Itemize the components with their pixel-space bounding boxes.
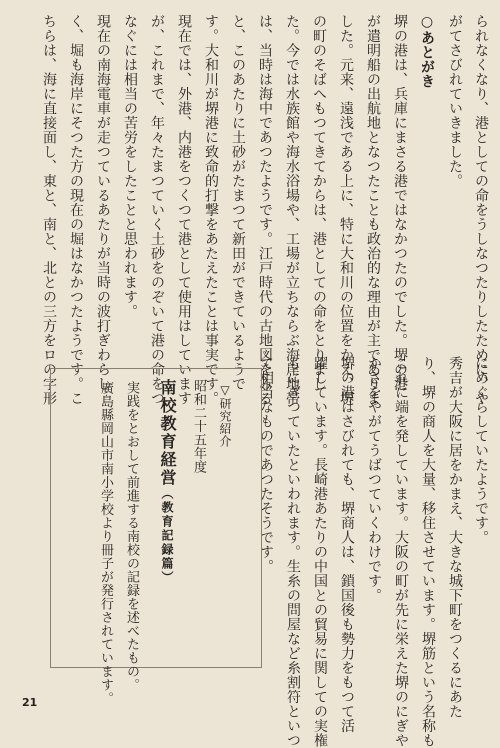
text-column: した。元来、遠浅である上に、特に大和川の位置をかえ、堺: [338, 14, 354, 406]
research-intro-box: [50, 368, 262, 705]
text-column: 堺の港はさびれても、堺商人は、鎖国後も勢力をもつて活: [339, 356, 355, 733]
text-column: もにぎつていたといわれます。生糸の問屋など糸割符といつ: [285, 356, 301, 748]
text-column: の町のそばへもつてきてからは、港としての命をとりまし: [311, 14, 327, 391]
research-label: ▽研究紹介: [218, 383, 232, 448]
text-column: は、当時は海中であつたようです。江戸時代の古地図をみる: [257, 14, 273, 406]
text-column: 堺の港は、兵庫にまさる港ではなかつたのでした。堺の港: [392, 14, 408, 391]
research-subtitle: （教育記録篇）: [160, 487, 174, 585]
text-column: にめぐらしていたようです。: [473, 356, 489, 545]
text-column: が、これまで、年々たまつていく土砂をのぞいて港の命をつ: [149, 14, 165, 406]
research-year: 昭和二十五年度: [191, 379, 206, 474]
page-number: 21: [22, 696, 38, 709]
text-column: と、このあたりに土砂がたまつて新田ができているようで: [230, 14, 246, 391]
text-column: なぐには相当の苦労をしたことと思われます。: [122, 14, 138, 319]
text-column: かさをやがてうばつていくわけです。: [366, 356, 382, 603]
research-description: 実践をとおして前進する南校の記録を述べたもの。: [124, 381, 139, 692]
text-column: が遣明船の出航地となつたことも政治的な理由が主でありま: [365, 14, 381, 406]
text-column: 現在では、外港、内港をつくつて港として使用はしています: [176, 14, 192, 406]
section-heading-afterword: ○あとがき: [419, 14, 435, 89]
text-column: これに端を発しています。大阪の町が先に栄えた堺のにぎや: [393, 356, 409, 748]
research-title-main: 南校教育経営: [158, 379, 177, 487]
text-column: す。大和川が堺港に致命的打撃をあたえたことは事実です。: [203, 14, 219, 406]
text-column: られなくなり、港としての命をうしなつたりしたために、や: [473, 14, 489, 406]
text-column: 現在の南海電車が走つているあたりが当時の波打ぎわらし: [95, 14, 111, 391]
text-column: た。今では水族館や海水浴場や、工場が立ちならぶ海岸地帯: [284, 14, 300, 406]
research-publisher: 廣島縣岡山市南小学校より冊子が発行されています。: [98, 381, 113, 705]
text-column: く、堀も海岸にそつた方の現在の堀はなかつたようです。こ: [68, 14, 84, 406]
text-column: 秀吉が大阪に居をかまえ、大きな城下町をつくるにあた: [447, 356, 463, 719]
research-title: [159, 379, 175, 629]
text-column: ちらは、海に直接面し、東と、南と、北との三方をロの字形: [41, 14, 57, 406]
text-column: がてさびれていきました。: [447, 14, 463, 188]
text-column: て相当なものであつたそうです。: [258, 356, 274, 574]
text-column: 躍しています。長崎港あたりの中国との貿易に関しての実権: [312, 356, 328, 748]
text-column: り、堺の商人を大量、移住させています。堺筋という名称も: [420, 356, 436, 748]
